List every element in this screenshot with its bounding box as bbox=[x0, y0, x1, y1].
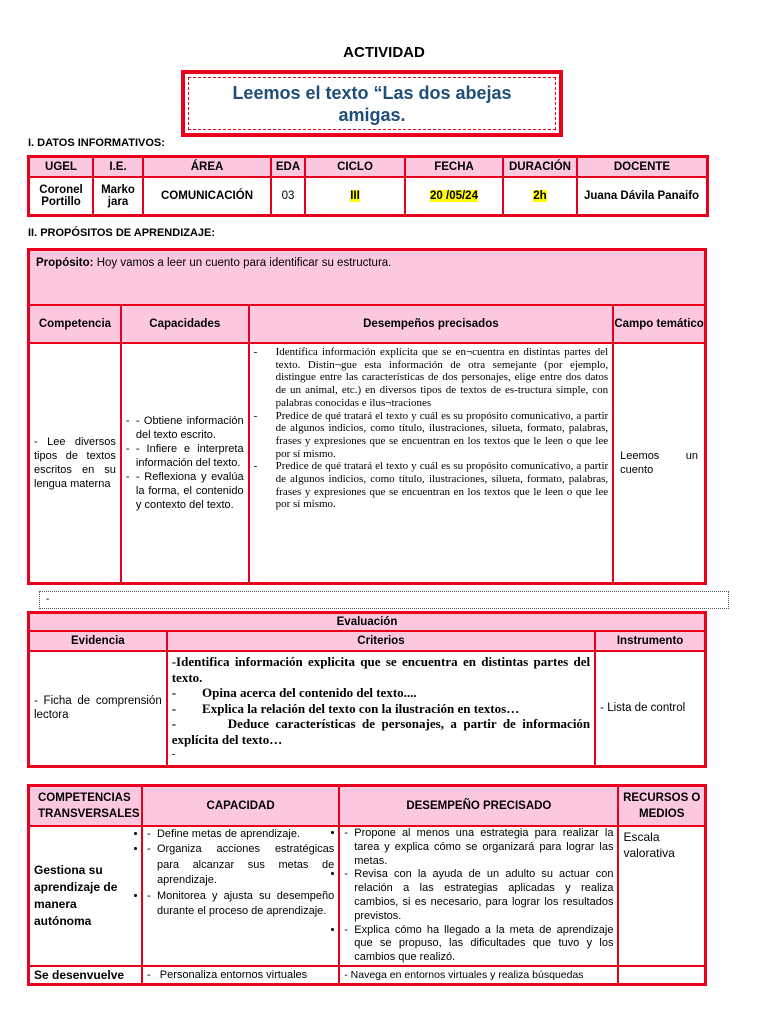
separator-line: - bbox=[39, 591, 729, 609]
purpose-label: Propósito: bbox=[36, 257, 94, 269]
desempeno-item: - Predice de qué tratará el texto y cuál es su propósito comunicativo, a partir de algunos indicios, como título, ilustraciones, silueta, formato, palabras, frases y expresiones que se encuentran en los textos que le leen o que lee por sí mismo. bbox=[254, 460, 609, 511]
desempenos-cell bbox=[249, 343, 614, 583]
capacidad-desenvuelve: - Personaliza entornos virtuales bbox=[142, 966, 339, 984]
value-area: COMUNICACIÓN bbox=[143, 177, 271, 215]
criterio-item: - Opina acerca del contenido del texto.... bbox=[171, 685, 417, 700]
competencias-table bbox=[27, 784, 707, 986]
col-instrumento: Instrumento bbox=[595, 631, 705, 651]
col-desempeno-precisado: DESEMPEÑO PRECISADO bbox=[339, 786, 618, 826]
col-desempenos: Desempeños precisados bbox=[249, 305, 614, 343]
section-datos-heading: I. DATOS INFORMATIVOS: bbox=[28, 137, 165, 149]
criterio-item: - bbox=[171, 748, 176, 760]
capacidad-item: - • Organiza acciones estratégicas para alcanzar sus metas de aprendizaje. bbox=[147, 842, 334, 888]
col-ie: I.E. bbox=[93, 157, 143, 177]
col-docente: DOCENTE bbox=[577, 157, 707, 177]
desempeno-item: - Identifica información explícita que se en¬cuentra en distintas partes del texto. Distin¬gue esta información de otra semejante (por ejemplo, distingue entre las características de dos personajes, elige entre dos datos de un animal, etc.) en diversos tipos de textos de es-tructura simple, con palabras conocidas e ilus¬traciones bbox=[254, 346, 609, 410]
col-recursos: RECURSOS O MEDIOS bbox=[618, 786, 705, 826]
purpose-cell bbox=[29, 250, 705, 305]
capacidad-gestiona-cell bbox=[142, 826, 339, 966]
col-ciclo: CICLO bbox=[305, 157, 405, 177]
criterio-item: - Deduce características de personajes, a partir de información explícita del texto… bbox=[171, 716, 594, 747]
instrumento-cell: - Lista de control bbox=[595, 651, 705, 766]
activity-heading: ACTIVIDAD bbox=[343, 44, 425, 61]
desempeno-item: - Predice de qué tratará el texto y cuál es su propósito comunicativo, a partir de algunos indicios, como título, ilustraciones, silueta, formato, palabras, frases y expresiones que se encuentran en los textos que le leen o que lee por sí mismo. bbox=[254, 410, 609, 461]
campo-cell: Leemos un cuento bbox=[613, 343, 705, 583]
col-ugel: UGEL bbox=[29, 157, 93, 177]
col-evidencia: Evidencia bbox=[29, 631, 167, 651]
capacidades-cell bbox=[121, 343, 249, 583]
ciclo-highlight: III bbox=[350, 190, 360, 202]
datos-table bbox=[27, 155, 709, 217]
evaluacion-table bbox=[27, 611, 707, 768]
capacidad-item: - - Reflexiona y evalúa la forma, el contenido y contexto del texto. bbox=[126, 470, 244, 512]
desempeno-gestiona-cell bbox=[339, 826, 618, 966]
competencia-desenvuelve: Se desenvuelve bbox=[29, 966, 142, 984]
desempeno-item: - • Propone al menos una estrategia para realizar la tarea y explica cómo se organizará para lograr las metas. bbox=[344, 827, 613, 868]
col-eda: EDA bbox=[271, 157, 305, 177]
activity-title: Leemos el texto “Las dos abejas amigas. bbox=[188, 77, 556, 130]
col-duracion: DURACIÓN bbox=[503, 157, 577, 177]
value-ie: Marko jara bbox=[93, 177, 143, 215]
desempeno-item: - • Explica cómo ha llegado a la meta de aprendizaje que se propuso, las dificultades que tuvo y los cambios que realizó. bbox=[344, 924, 613, 965]
recursos-cell: Escala valorativa bbox=[618, 826, 705, 966]
col-area: ÁREA bbox=[143, 157, 271, 177]
propositos-table bbox=[27, 248, 707, 585]
value-eda: 03 bbox=[271, 177, 305, 215]
desempeno-item: - • Revisa con la ayuda de un adulto su actuar con relación a las estrategias aplicadas y realiza cambios, si es necesario, para lograr los resultados previstos. bbox=[344, 868, 613, 923]
col-fecha: FECHA bbox=[405, 157, 503, 177]
evidencia-cell: - Ficha de comprensión lectora bbox=[29, 651, 167, 766]
value-docente: Juana Dávila Panaifo bbox=[577, 177, 707, 215]
duracion-highlight: 2h bbox=[533, 190, 547, 202]
section-propositos-heading: II. PROPÓSITOS DE APRENDIZAJE: bbox=[28, 227, 216, 239]
criterio-item: - Explica la relación del texto con la ilustración en textos… bbox=[171, 700, 520, 716]
desempeno-desenvuelve: - Navega en entornos virtuales y realiza búsquedas bbox=[339, 966, 618, 984]
value-ugel: Coronel Portillo bbox=[29, 177, 93, 215]
criterios-cell bbox=[167, 651, 595, 766]
col-capacidades: Capacidades bbox=[121, 305, 249, 343]
evaluacion-title: Evaluación bbox=[29, 613, 705, 631]
col-capacidad: CAPACIDAD bbox=[142, 786, 339, 826]
capacidad-item: - - Infiere e interpreta información del texto. bbox=[126, 442, 244, 470]
capacidad-item: - • Monitorea y ajusta su desempeño durante el proceso de aprendizaje. bbox=[147, 889, 334, 920]
value-ciclo bbox=[305, 177, 405, 215]
value-fecha bbox=[405, 177, 503, 215]
purpose-text: Hoy vamos a leer un cuento para identificar su estructura. bbox=[93, 257, 392, 269]
capacidad-item: - - Obtiene información del texto escrito. bbox=[126, 414, 244, 442]
recursos-desenvuelve bbox=[618, 966, 705, 984]
col-criterios: Criterios bbox=[167, 631, 595, 651]
title-box bbox=[181, 70, 563, 137]
value-duracion bbox=[503, 177, 577, 215]
capacidad-item: - • Define metas de aprendizaje. bbox=[147, 827, 334, 842]
col-campo: Campo temático bbox=[613, 305, 705, 343]
col-competencias-transversales: COMPETENCIAS TRANSVERSALES bbox=[29, 786, 142, 826]
competencia-gestiona: Gestiona su aprendizaje de manera autónoma bbox=[29, 826, 142, 966]
col-competencia: Competencia bbox=[29, 305, 121, 343]
competencia-cell: - Lee diversos tipos de textos escritos en su lengua materna bbox=[29, 343, 121, 583]
fecha-highlight: 20 /05/24 bbox=[430, 190, 478, 202]
criterio-item: -Identifica información explicita que se encuentra en distintas partes del texto. bbox=[171, 654, 591, 685]
